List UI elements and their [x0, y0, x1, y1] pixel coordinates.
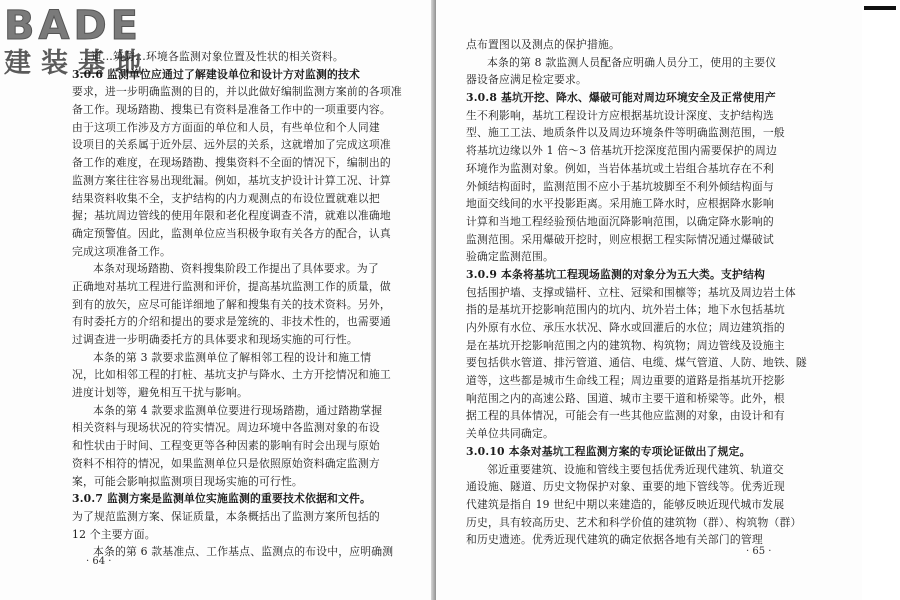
text-line: 据工程的具体情况，可能会有一些其他应监测的对象，由设计和有: [466, 409, 785, 423]
text-line: 响范围之内的高速公路、国道、城市主要干道和桥梁等。此外，根: [466, 391, 785, 405]
text-line: 由于这项工作涉及方方面面的单位和人员，有些单位和个人同建: [72, 120, 380, 134]
clause-heading-3-0-8: 3.0.8 基坑开挖、降水、爆破可能对周边环境安全及正常使用产: [466, 91, 776, 105]
text-line: 计算和当地工程经验预估地面沉降影响范围，以确定降水影响的: [466, 214, 774, 228]
text-line: 型、施工工法、地质条件以及周边环境条件等明确监测范围，一般: [466, 126, 785, 140]
text-line: 要包括供水管道、排污管道、通信、电缆、煤气管道、人防、地铁、隧: [466, 356, 807, 370]
left-page: [0, 0, 436, 600]
text-line: 要求，进一步明确监测的目的，并以此做好编制监测方案前的各项准: [72, 85, 402, 99]
text-line: 指的是基坑开挖影响范围内的坑内、坑外岩土体；地下水包括基坑: [466, 303, 785, 317]
right-text-column: [466, 36, 818, 549]
text-line: 验确定监测范围。: [466, 250, 554, 264]
text-line: 备工作的难度，在现场踏勘、搜集资料不全面的情况下，编制出的: [72, 156, 391, 170]
text-line: 关单位共同确定。: [466, 427, 554, 441]
clause-heading-3-0-7: 3.0.7 监测方案是监测单位实施监测的重要技术依据和文件。: [72, 492, 371, 506]
paragraph-start: 本条对现场踏勘、资料搜集阶段工作提出了具体要求。为了: [93, 262, 379, 276]
paragraph-start: 本条的第 8 款监测人员配备应明确人员分工，使用的主要仪: [487, 55, 777, 69]
text-line: 相关资料与现场状况的符实情况。周边环境中各监测对象的布设: [72, 421, 380, 435]
watermark-top-text: BADE: [4, 3, 142, 49]
text-line: 到有的放矢，应尽可能详细地了解和搜集有关的技术资料。另外，: [72, 297, 391, 311]
paragraph-start: 本条的第 3 款要求监测单位了解相邻工程的设计和施工情: [93, 350, 372, 364]
right-page-number: · 65 ·: [746, 546, 772, 557]
text-line: 资料不相符的情况，如果监测单位只是依照原始资料确定监测方: [72, 456, 380, 470]
right-page: [436, 0, 862, 600]
text-line: 设项目的关系属于近外层、远外层的关系，这就增加了完成这项准: [72, 138, 391, 152]
text-line: 监测范围。采用爆破开挖时，则应根据工程实际情况通过爆破试: [466, 232, 774, 246]
text-line: 包括围护墙、支撑或锚杆、立柱、冠梁和围檩等；基坑及周边岩土体: [466, 285, 796, 299]
text-line: 有时委托方的介绍和提出的要求是笼统的、非技术性的，也需要通: [72, 315, 391, 329]
text-line: 正确地对基坑工程进行监测和评价，提高基坑监测工作的质量，做: [72, 279, 391, 293]
text-line: …道…筑防…环境各监测对象位置及性状的相关资料。: [80, 50, 344, 63]
text-line: 完成这项准备工作。: [72, 244, 171, 258]
edge-mark: [864, 6, 896, 10]
text-line: 和历史遗迹。优秀近现代建筑的确定依据各地有关部门的管理: [466, 533, 763, 547]
text-line: 握；基坑周边管线的使用年限和老化程度调查不清，就难以准确地: [72, 209, 391, 223]
paragraph-start: 本条的第 4 款要求监测单位要进行现场踏勘，通过踏勘掌握: [93, 403, 383, 417]
text-line: 况，比如相邻工程的打桩、基坑支护与降水、土方开挖情况和施工: [72, 368, 391, 382]
clause-heading-3-0-9: 3.0.9 本条将基坑工程现场监测的对象分为五大类。支护结构: [466, 267, 765, 281]
paragraph-start: 本条的第 6 款基准点、工作基点、监测点的布设中，应明确测: [93, 545, 394, 559]
text-line: 地面交线间的水平投影距离。采用施工降水时，应根据降水影响: [466, 197, 774, 211]
clause-heading-3-0-10: 3.0.10 本条对基坑工程监测方案的专项论证做出了规定。: [466, 444, 751, 458]
text-line: 12 个主要方面。: [72, 527, 156, 541]
paragraph-start: 邻近重要建筑、设施和管线主要包括优秀近现代建筑、轨道交: [487, 462, 784, 476]
text-line: 和性状由于时间、工程变更等各种因素的影响有时会出现与原始: [72, 439, 380, 453]
text-line: 环境作为监测对象。例如，当岩体基坑或土岩组合基坑存在不利: [466, 161, 774, 175]
left-page-number: · 64 ·: [86, 556, 112, 567]
text-line: 过调查进一步明确委托方的具体要求和现场实施的可行性。: [72, 333, 358, 346]
text-line: 为了规范监测方案、保证质量，本条概括出了监测方案所包括的: [72, 509, 380, 523]
text-line: 结果资料收集不全，支护结构的内力观测点的布设位置就难以把: [72, 191, 380, 205]
text-line: 外倾结构面时，监测范围不应小于基坑坡脚至不利外倾结构面与: [466, 179, 774, 193]
text-line: 道等，这些都是城市生命线工程；周边重要的道路是指基坑开挖影: [466, 374, 785, 388]
text-line: 点布置图以及测点的保护措施。: [466, 38, 620, 51]
page-edge: [862, 0, 900, 600]
text-line: 器设备应满足检定要求。: [466, 73, 587, 87]
clause-heading-3-0-6: 3.0.6 监测单位应通过了解建设单位和设计方对监测的技术: [72, 67, 360, 81]
text-line: 监测方案往往容易出现纰漏。例如，基坑支护设计计算工况、计算: [72, 173, 391, 187]
text-line: 备工作。现场踏勘、搜集已有资料是准备工作中的一项重要内容。: [72, 103, 391, 117]
watermark-bottom-text: 建装基地: [4, 48, 152, 79]
text-line: 进度计划等，避免相互干扰与影响。: [72, 386, 248, 400]
text-line: 内外原有水位、承压水状况、降水或回灌后的水位；周边建筑指的: [466, 321, 785, 334]
text-line: 案，可能会影响拟监测项目现场实施的可行性。: [72, 474, 303, 488]
text-line: 将基坑边缘以外 1 倍～3 倍基坑开挖深度范围内需要保护的周边: [466, 144, 777, 158]
text-line: 生不利影响，基坑工程设计方应根据基坑设计深度、支护结构选: [466, 108, 774, 122]
text-line: 是在基坑开挖影响范围之内的建筑物、构筑物；周边管线及设施主: [466, 338, 785, 352]
text-line: 历史，具有较高历史、艺术和科学价值的建筑物（群）、构筑物（群）: [466, 515, 802, 529]
left-text-column: [72, 48, 402, 561]
text-line: 通设施、隧道、历史文物保护对象、重要的地下管线等。优秀近现: [466, 480, 785, 494]
text-line: 代建筑是指自 19 世纪中期以来建造的，能够反映近现代城市发展: [466, 497, 785, 511]
text-line: 确定预警值。因此，监测单位应当积极争取有关各方的配合，认真: [72, 226, 391, 240]
